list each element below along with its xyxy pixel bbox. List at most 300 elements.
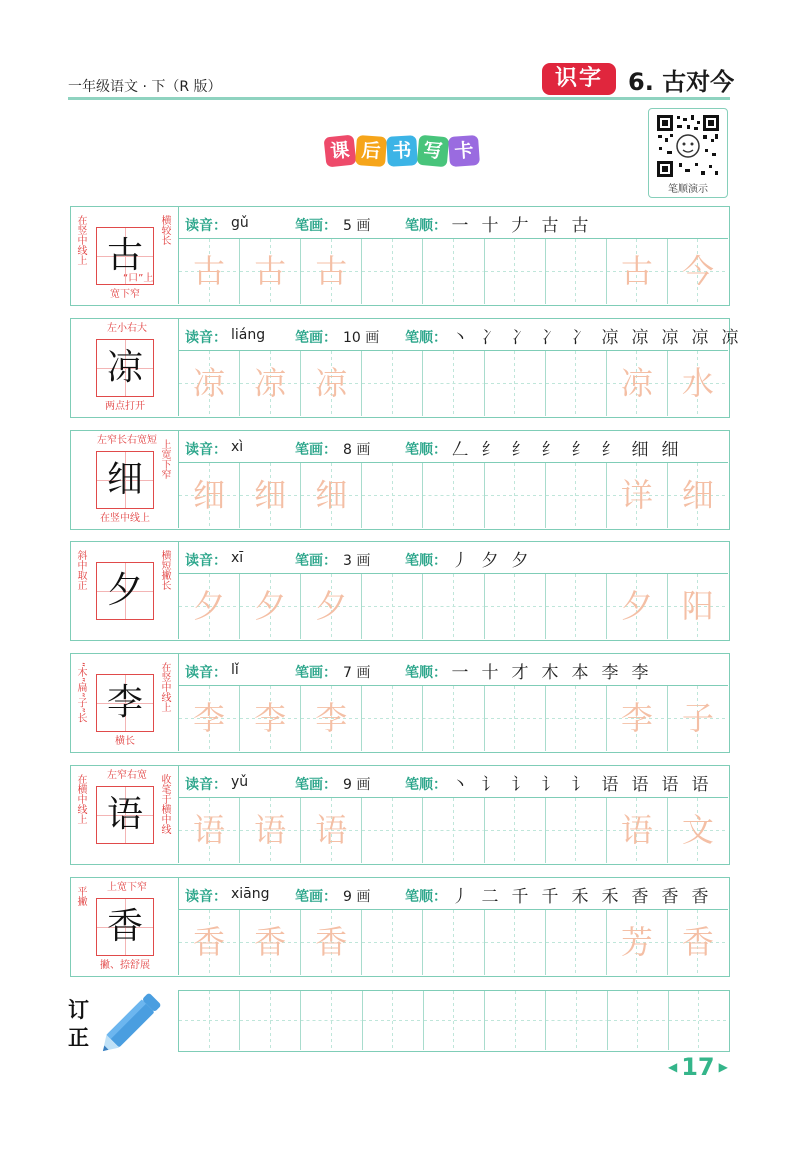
practice-cell[interactable]: [485, 910, 546, 975]
trace-char: 香: [681, 923, 714, 961]
practice-cell[interactable]: [179, 351, 240, 416]
stroke-count-value: 9 画: [343, 777, 371, 793]
model-char: 细: [106, 459, 143, 500]
correction-cell[interactable]: [546, 991, 607, 1050]
practice-cell[interactable]: [485, 463, 546, 528]
card-title-char: 卡: [448, 135, 480, 167]
correction-cell[interactable]: [424, 991, 485, 1050]
annotation-left: 平撇: [75, 886, 86, 906]
char-info: [179, 878, 728, 910]
practice-cell[interactable]: [546, 574, 607, 639]
annotation-top: 左窄长右宽短: [97, 435, 157, 446]
trace-char: 水: [681, 364, 714, 402]
trace-char: 细: [681, 476, 714, 514]
stroke-step: 纟: [601, 440, 619, 460]
trace-char: 凉: [193, 364, 226, 402]
stroke-step: 丶: [451, 775, 469, 795]
trace-char: [546, 574, 606, 639]
practice-cell[interactable]: [362, 574, 423, 639]
practice-cell[interactable]: [301, 910, 362, 975]
model-char: 古: [106, 235, 143, 276]
practice-cell[interactable]: [362, 798, 423, 863]
practice-cell[interactable]: [362, 910, 423, 975]
practice-grid: [179, 574, 728, 639]
stroke-step: 十: [481, 216, 499, 236]
annotation-left: 在竖中线上: [75, 215, 86, 265]
practice-cell[interactable]: [485, 798, 546, 863]
qr-label: 笔顺演示: [668, 184, 708, 195]
stroke-order-sequence: [449, 882, 711, 907]
practice-cell[interactable]: [607, 463, 668, 528]
stroke-count-value: 7 画: [343, 665, 371, 681]
trace-char: [423, 910, 483, 975]
pencil-icon: [98, 985, 170, 1055]
practice-grid: [179, 798, 728, 863]
stroke-step: 香: [631, 887, 649, 907]
practice-cell[interactable]: [362, 351, 423, 416]
model-char-box: [71, 654, 179, 751]
practice-cell[interactable]: [546, 798, 607, 863]
trace-char: [485, 351, 545, 416]
model-char-box: [71, 431, 179, 528]
stroke-count-value: 5 画: [343, 218, 371, 234]
trace-char: [423, 798, 483, 863]
model-char-box: [71, 207, 179, 304]
pinyin-value: yǔ: [231, 774, 249, 790]
stroke-order-label: 笔顺：: [405, 218, 447, 234]
trace-char: [362, 574, 422, 639]
stroke-step: 冫: [481, 328, 499, 348]
trace-char: 香: [315, 923, 348, 961]
trace-char: 凉: [254, 364, 287, 402]
trace-char: 夕: [315, 587, 348, 625]
trace-char: [546, 351, 606, 416]
stroke-count-label: 笔画：: [295, 218, 337, 234]
trace-char: 今: [681, 252, 714, 290]
practice-cell[interactable]: [240, 910, 301, 975]
stroke-step: 禾: [601, 887, 619, 907]
stroke-order-sequence: [449, 211, 591, 236]
stroke-step: 凉: [631, 328, 649, 348]
practice-cell[interactable]: [362, 239, 423, 304]
correction-label: 订正: [68, 998, 89, 1050]
correction-grid[interactable]: [178, 990, 730, 1052]
annotation-right: 横短撇长: [159, 550, 170, 590]
stroke-step: 语: [631, 775, 649, 795]
pronunciation-label: 读音：: [185, 665, 227, 681]
annotation-top: 上宽下窄: [107, 882, 147, 893]
stroke-step: 冫: [511, 328, 529, 348]
correction-cell[interactable]: [485, 991, 546, 1050]
stroke-step: 纟: [541, 440, 559, 460]
stroke-order-label: 笔顺：: [405, 442, 447, 458]
trace-char: 阳: [681, 587, 714, 625]
stroke-count-label: 笔画：: [295, 777, 337, 793]
practice-cell[interactable]: [485, 351, 546, 416]
pinyin-value: xiāng: [231, 886, 270, 902]
stroke-count-value: 3 画: [343, 553, 371, 569]
trace-char: [362, 910, 422, 975]
practice-cell[interactable]: [546, 910, 607, 975]
stroke-step: 丶: [451, 328, 469, 348]
stroke-step: 一: [451, 663, 469, 683]
stroke-order-sequence: [449, 658, 651, 683]
practice-cell[interactable]: [240, 239, 301, 304]
prev-arrow-icon: ◀: [668, 1060, 678, 1074]
trace-char: [485, 798, 545, 863]
trace-char: 语: [315, 811, 348, 849]
practice-cell[interactable]: [179, 239, 240, 304]
annotation-bottom: 在竖中线上: [100, 513, 150, 524]
trace-char: 香: [193, 923, 226, 961]
practice-cell[interactable]: [301, 574, 362, 639]
practice-cell[interactable]: [668, 574, 728, 639]
annotation-bottom: 宽下窄: [110, 289, 140, 300]
stroke-step: 香: [661, 887, 679, 907]
stroke-step: 冫: [541, 328, 559, 348]
practice-cell[interactable]: [240, 463, 301, 528]
practice-cell[interactable]: [179, 574, 240, 639]
correction-cell[interactable]: [608, 991, 669, 1050]
practice-cell[interactable]: [362, 686, 423, 751]
trace-char: 详: [620, 476, 653, 514]
practice-cell[interactable]: [668, 351, 728, 416]
trace-char: 李: [193, 699, 226, 737]
practice-cell[interactable]: [301, 351, 362, 416]
pronunciation-label: 读音：: [185, 889, 227, 905]
model-char-grid: [96, 674, 154, 732]
annotation-bottom: 横长: [115, 736, 135, 747]
stroke-step: 讠: [571, 775, 589, 795]
char-row: [70, 430, 730, 530]
model-char-box: [71, 542, 179, 639]
stroke-step: 纟: [571, 440, 589, 460]
pinyin-value: lǐ: [231, 662, 239, 678]
stroke-step: 𠃋: [451, 440, 469, 460]
book-title: 一年级语文 · 下（R 版）: [68, 79, 222, 95]
trace-char: 夕: [620, 587, 653, 625]
stroke-step: 细: [661, 440, 679, 460]
practice-cell[interactable]: [546, 351, 607, 416]
practice-cell[interactable]: [362, 463, 423, 528]
practice-cell[interactable]: [668, 239, 728, 304]
trace-char: [362, 239, 422, 304]
stroke-step: 凉: [721, 328, 739, 348]
annotation-right: 在竖中线上: [159, 662, 170, 712]
trace-char: [362, 463, 422, 528]
char-info: [179, 766, 728, 798]
stroke-step: 香: [691, 887, 709, 907]
practice-cell[interactable]: [240, 798, 301, 863]
stroke-order-sequence: [449, 323, 741, 348]
correction-cell[interactable]: [179, 991, 240, 1050]
annotation-left: 在横中线上: [75, 774, 86, 824]
practice-cell[interactable]: [668, 798, 728, 863]
practice-cell[interactable]: [485, 239, 546, 304]
stroke-step: 才: [511, 663, 529, 683]
practice-cell[interactable]: [485, 574, 546, 639]
trace-char: 夕: [193, 587, 226, 625]
stroke-step: 凉: [661, 328, 679, 348]
trace-char: 细: [193, 476, 226, 514]
practice-cell[interactable]: [607, 910, 668, 975]
stroke-order-label: 笔顺：: [405, 889, 447, 905]
trace-char: [546, 910, 606, 975]
stroke-order-label: 笔顺：: [405, 777, 447, 793]
trace-char: 李: [315, 699, 348, 737]
char-row: [70, 541, 730, 641]
trace-char: 子: [681, 699, 714, 737]
stroke-step: 李: [601, 663, 619, 683]
practice-cell[interactable]: [668, 463, 728, 528]
card-title-char: 书: [386, 135, 418, 167]
practice-cell[interactable]: [423, 463, 484, 528]
correction-cell[interactable]: [669, 991, 729, 1050]
stroke-step: 纟: [481, 440, 499, 460]
stroke-step: 一: [451, 216, 469, 236]
char-info: [179, 207, 728, 239]
stroke-order-sequence: [449, 770, 711, 795]
model-char-grid: [96, 562, 154, 620]
pinyin-value: xī: [231, 550, 244, 566]
practice-cell[interactable]: [301, 798, 362, 863]
trace-char: [362, 798, 422, 863]
stroke-count-label: 笔画：: [295, 553, 337, 569]
model-char-box: [71, 766, 179, 863]
stroke-step: 二: [481, 887, 499, 907]
pronunciation-label: 读音：: [185, 330, 227, 346]
trace-char: [485, 574, 545, 639]
trace-char: [546, 686, 606, 751]
model-char: 语: [106, 794, 143, 835]
char-row: [70, 653, 730, 753]
char-row: [70, 877, 730, 977]
pinyin-value: xì: [231, 439, 244, 455]
char-info: [179, 654, 728, 686]
model-char-grid: [96, 339, 154, 397]
trace-char: [546, 239, 606, 304]
trace-char: 凉: [620, 364, 653, 402]
model-char-box: [71, 878, 179, 975]
char-info: [179, 542, 728, 574]
practice-cell[interactable]: [546, 686, 607, 751]
trace-char: [423, 351, 483, 416]
annotation-top: 左小右大: [107, 323, 147, 334]
practice-grid: [179, 463, 728, 528]
stroke-step: 凉: [691, 328, 709, 348]
stroke-step: 丿: [451, 887, 469, 907]
practice-cell[interactable]: [423, 686, 484, 751]
page-number: [668, 1053, 728, 1081]
practice-cell[interactable]: [546, 239, 607, 304]
page-number-value: 17: [681, 1053, 715, 1081]
practice-cell[interactable]: [423, 798, 484, 863]
trace-char: 夕: [254, 587, 287, 625]
trace-char: 芳: [620, 923, 653, 961]
qr-code-icon: [655, 113, 721, 179]
model-char: 夕: [106, 570, 143, 611]
practice-cell[interactable]: [301, 463, 362, 528]
pinyin-value: gǔ: [231, 215, 249, 231]
trace-char: 古: [193, 252, 226, 290]
next-arrow-icon: ▶: [718, 1060, 728, 1074]
trace-char: 语: [193, 811, 226, 849]
stroke-count-label: 笔画：: [295, 889, 337, 905]
char-row: [70, 206, 730, 306]
practice-cell[interactable]: [423, 239, 484, 304]
pinyin-value: liáng: [231, 327, 266, 343]
trace-char: 语: [620, 811, 653, 849]
stroke-step: 千: [511, 887, 529, 907]
practice-cell[interactable]: [179, 463, 240, 528]
pronunciation-label: 读音：: [185, 777, 227, 793]
stroke-order-label: 笔顺：: [405, 553, 447, 569]
pronunciation-label: 读音：: [185, 442, 227, 458]
practice-grid: [179, 910, 728, 975]
card-title-char: 课: [324, 135, 357, 168]
practice-cell[interactable]: [423, 574, 484, 639]
stroke-step: 讠: [541, 775, 559, 795]
practice-cell[interactable]: [423, 910, 484, 975]
practice-cell[interactable]: [240, 686, 301, 751]
stroke-step: 讠: [511, 775, 529, 795]
practice-grid: [179, 351, 728, 416]
trace-char: 古: [254, 252, 287, 290]
model-char: 凉: [106, 347, 143, 388]
stroke-step: 细: [631, 440, 649, 460]
stroke-step: 十: [481, 663, 499, 683]
practice-grid: [179, 686, 728, 751]
practice-cell[interactable]: [179, 910, 240, 975]
lesson-title: 6. 古对今: [628, 68, 735, 96]
practice-cell[interactable]: [546, 463, 607, 528]
stroke-order-sequence: [449, 435, 681, 460]
correction-cell[interactable]: [363, 991, 424, 1050]
practice-cell[interactable]: [240, 574, 301, 639]
practice-cell[interactable]: [607, 239, 668, 304]
stroke-step: 冫: [571, 328, 589, 348]
char-info: [179, 319, 739, 351]
stroke-count-value: 8 画: [343, 442, 371, 458]
trace-char: 李: [254, 699, 287, 737]
model-char-grid: [96, 898, 154, 956]
annotation-right: 上宽下窄: [159, 439, 170, 479]
stroke-count-value: 9 画: [343, 889, 371, 905]
practice-cell[interactable]: [668, 910, 728, 975]
trace-char: [423, 239, 483, 304]
trace-char: 细: [254, 476, 287, 514]
section-tag: 识字: [542, 63, 616, 95]
trace-char: 文: [681, 811, 714, 849]
header-divider: [68, 97, 730, 100]
practice-cell[interactable]: [607, 351, 668, 416]
card-title-char: 后: [355, 135, 387, 167]
stroke-count-label: 笔画：: [295, 665, 337, 681]
practice-grid: [179, 239, 728, 304]
trace-char: 凉: [315, 364, 348, 402]
stroke-order-label: 笔顺：: [405, 665, 447, 681]
stroke-step: 语: [601, 775, 619, 795]
model-char-grid: [96, 451, 154, 509]
trace-char: [423, 574, 483, 639]
stroke-step: 𠂇: [511, 216, 529, 236]
trace-char: [485, 910, 545, 975]
char-info: [179, 431, 728, 463]
stroke-step: 语: [691, 775, 709, 795]
trace-char: [485, 686, 545, 751]
practice-cell[interactable]: [485, 686, 546, 751]
practice-cell[interactable]: [607, 686, 668, 751]
correction-cell[interactable]: [240, 991, 301, 1050]
trace-char: 李: [620, 699, 653, 737]
stroke-step: 古: [571, 216, 589, 236]
trace-char: [362, 686, 422, 751]
stroke-step: 夕: [481, 551, 499, 571]
model-char-grid: [96, 786, 154, 844]
stroke-step: 纟: [511, 440, 529, 460]
stroke-order-label: 笔顺：: [405, 330, 447, 346]
card-title-char: 写: [417, 135, 450, 168]
model-char: 香: [106, 906, 143, 947]
trace-char: [423, 686, 483, 751]
practice-cell[interactable]: [179, 798, 240, 863]
practice-cell[interactable]: [179, 686, 240, 751]
annotation-bottom: 两点打开: [105, 401, 145, 412]
stroke-step: 木: [541, 663, 559, 683]
practice-cell[interactable]: [423, 351, 484, 416]
practice-cell[interactable]: [301, 686, 362, 751]
stroke-count-label: 笔画：: [295, 442, 337, 458]
stroke-step: 语: [661, 775, 679, 795]
annotation-right: 收笔于横中线: [159, 774, 170, 834]
pronunciation-label: 读音：: [185, 218, 227, 234]
qr-code[interactable]: [648, 108, 728, 198]
stroke-count-value: 10 画: [343, 330, 380, 346]
practice-cell[interactable]: [668, 686, 728, 751]
trace-char: [423, 463, 483, 528]
trace-char: 古: [315, 252, 348, 290]
annotation-left: “木”扁“子”长: [75, 662, 86, 723]
practice-cell[interactable]: [607, 574, 668, 639]
trace-char: [485, 239, 545, 304]
trace-char: [546, 798, 606, 863]
char-row: [70, 765, 730, 865]
practice-cell[interactable]: [240, 351, 301, 416]
trace-char: [362, 351, 422, 416]
stroke-count-label: 笔画：: [295, 330, 337, 346]
annotation-mid: “口”上: [123, 273, 154, 284]
trace-char: [485, 463, 545, 528]
annotation-bottom: 撇、捺舒展: [100, 960, 150, 971]
stroke-step: 丿: [451, 551, 469, 571]
practice-cell[interactable]: [607, 798, 668, 863]
stroke-step: 本: [571, 663, 589, 683]
trace-char: 香: [254, 923, 287, 961]
stroke-step: 古: [541, 216, 559, 236]
model-char: 李: [106, 682, 143, 723]
trace-char: 细: [315, 476, 348, 514]
trace-char: 古: [620, 252, 653, 290]
correction-cell[interactable]: [301, 991, 362, 1050]
char-row: [70, 318, 739, 418]
practice-cell[interactable]: [301, 239, 362, 304]
card-title: [325, 136, 479, 166]
stroke-step: 夕: [511, 551, 529, 571]
stroke-order-sequence: [449, 546, 531, 571]
stroke-step: 凉: [601, 328, 619, 348]
stroke-step: 讠: [481, 775, 499, 795]
annotation-right: 横较长: [159, 215, 170, 245]
